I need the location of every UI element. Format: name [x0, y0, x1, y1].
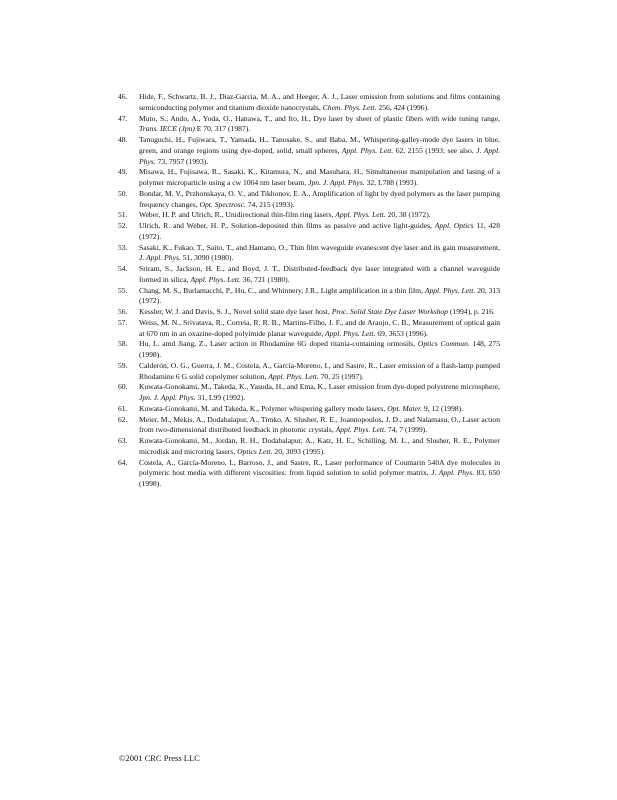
reference-segment: 20, 3093 (1995).: [272, 446, 326, 456]
reference-text: [139, 415, 500, 437]
reference-text: [139, 307, 500, 318]
reference-number: 47.: [118, 113, 128, 123]
reference-number: 63.: [118, 436, 128, 445]
reference-segment: Sasaki, K., Fukao, T., Saito, T., and Hamano, O., Thin film waveguide evanescent dye laser and its gain measurement,: [139, 242, 500, 252]
reference-segment: Chang, M. S., Burlamacchi, P., Hu, C., and Whinnery, J.R., Light amplification in a thin film,: [139, 285, 425, 295]
reference-segment: Tanuguchi, H., Fujiwara, T., Yamada, H., Tanosake, S., and Baba, M., Whispering-galley-mode dye lasers in blue, green, and orange regions using dye-doped, solid, small spheres,: [139, 135, 500, 155]
reference-segment: 11, 428 (1972).: [139, 221, 500, 241]
reference-number: 59.: [118, 360, 128, 370]
reference-segment: 73, 7957 (1993).: [155, 156, 209, 166]
copyright-footer: ©2001 CRC Press LLC: [119, 753, 200, 763]
reference-item: [118, 243, 500, 265]
reference-text: [139, 404, 500, 415]
reference-number: 50.: [118, 188, 128, 198]
reference-segment: Kuwata-Gonokami, M., Jordan, R. H., Dodabalapur, A., Katz, H. E., Schilling, M. L., and Slusher, R. E., Polymer microdisk and microring lasers,: [139, 436, 500, 456]
journal-title: Jpn. J. Appl. Phys.: [139, 393, 196, 402]
reference-segment: 69, 3653 (1996).: [375, 328, 428, 338]
reference-segment: (1994), p. 216.: [447, 307, 495, 316]
reference-segment: Misawa, H., Fujisawa, R., Sasaki, K., Kitamura, N., and Masuhara, H., Simultaneous manipulation and lasing of a polymer microparticle using a cw 1064 nm laser beam,: [139, 167, 500, 187]
journal-title: Chem. Phys. Lett.: [322, 102, 377, 112]
reference-number: 48.: [118, 135, 128, 144]
reference-segment: Ulrich, R. and Weber, H. P., Solution-deposited thin films as passive and active light-guides,: [139, 221, 435, 230]
reference-item: [118, 415, 500, 437]
reference-number: 56.: [118, 307, 128, 316]
reference-number: 46.: [118, 92, 128, 101]
reference-text: [139, 361, 500, 383]
reference-segment: 31, L99 (1992).: [195, 393, 246, 402]
reference-item: [118, 135, 500, 167]
reference-text: [139, 286, 500, 308]
journal-title: Trans. IECE (Jpn): [139, 124, 195, 134]
reference-segment: Muto, S., Ando, A., Yoda, O., Hanawa, T., and Ito, H., Dye laser by sheet of plastic fibers with wide tuning range,: [139, 113, 500, 123]
reference-segment: Kuwata-Gonokami, M., Takeda, K., Yasuda, H., and Ema, K., Laser emission from dye-doped polystrene microsphere,: [139, 382, 500, 392]
reference-text: [139, 264, 500, 286]
journal-title: J. Appl. Phys.: [139, 253, 181, 263]
reference-text: [139, 243, 500, 265]
reference-item: [118, 382, 500, 404]
journal-title: Appl. Phys. Lett.: [424, 285, 476, 295]
journal-title: Opt. Mater.: [387, 403, 422, 413]
reference-item: [118, 339, 500, 361]
reference-number: 58.: [118, 339, 128, 349]
reference-number: 52.: [118, 221, 128, 230]
reference-text: [139, 210, 500, 221]
reference-text: [139, 135, 500, 167]
reference-number: 51.: [118, 210, 128, 220]
reference-number: 57.: [118, 317, 128, 327]
reference-segment: 74, 215 (1993).: [245, 199, 295, 209]
reference-number: 53.: [118, 242, 128, 252]
reference-segment: 74, 7 (1999).: [385, 425, 428, 435]
reference-segment: 62, 2155 (1993; see also,: [393, 145, 477, 155]
journal-title: Appl. Optics: [434, 221, 474, 230]
reference-item: [118, 361, 500, 383]
reference-text: [139, 436, 500, 458]
journal-title: Appl. Phys. Lett.: [335, 210, 386, 220]
reference-item: [118, 318, 500, 340]
reference-item: [118, 404, 500, 415]
journal-title: Optics Commun.: [417, 339, 470, 349]
journal-title: Appl. Phys. Lett.: [325, 328, 376, 338]
reference-text: [139, 458, 500, 490]
reference-item: [118, 92, 500, 114]
reference-item: [118, 221, 500, 243]
reference-item: [118, 264, 500, 286]
reference-segment: Bondar, M. V., Przhonskaya, O. V., and Tikhonov, E. A., Amplification of light by dyed polymers as the laser pumping frequency changes,: [139, 188, 500, 209]
reference-item: [118, 436, 500, 458]
reference-segment: 32, L788 (1993).: [364, 178, 419, 187]
reference-item: [118, 210, 500, 221]
reference-segment: 148, 275 (1998).: [139, 339, 501, 359]
journal-title: Proc. Solid State Dye Laser Workshop: [331, 307, 448, 316]
reference-item: [118, 114, 500, 136]
reference-number: 60.: [118, 382, 128, 392]
reference-segment: 70, 25 (1997).: [318, 371, 364, 381]
reference-segment: 20, 38 (1972).: [385, 210, 431, 220]
reference-segment: Weber, H. P. and Ulrich, R., Unidirectional thin-film ring lasers,: [139, 210, 336, 220]
reference-text: [139, 189, 500, 211]
reference-text: [139, 167, 500, 189]
journal-title: Appl. Phys. Lett.: [335, 425, 386, 435]
journal-title: J. Appl. Phys.: [431, 468, 475, 478]
reference-item: [118, 189, 500, 211]
journal-title: Appl. Phys. Lett.: [268, 371, 319, 381]
reference-segment: Calderón, O. G., Guerra, J. M., Costela, A., García-Moreno, I., and Sastre, R., Laser emission of a flash-lamp pumped Rhodamine 6 G solid copolymer solution,: [139, 360, 500, 381]
journal-title: Jpn. J. Appl. Phys.: [308, 178, 365, 187]
reference-item: [118, 286, 500, 308]
reference-segment: 9, 12 (1998).: [422, 403, 464, 413]
reference-segment: Kuwata-Gonokami, M. and Takeda, K., Polymer whispering gallery mode lasers,: [139, 403, 388, 413]
reference-number: 64.: [118, 457, 128, 467]
reference-text: [139, 382, 500, 404]
reference-segment: 83, 650 (1998).: [139, 468, 500, 488]
reference-number: 62.: [118, 414, 128, 424]
reference-number: 61.: [118, 403, 128, 413]
reference-segment: Hu, L. amd Jiang, Z., Laser action in Rhodamine 6G doped titania-containing ormosils,: [139, 339, 418, 349]
reference-item: [118, 307, 500, 318]
reference-segment: Kessler, W. J. and Davis, S. J., Novel solid state dye laser host,: [139, 307, 332, 316]
journal-title: Opt. Spectrosc.: [199, 199, 246, 209]
reference-segment: 256, 424 (1996).: [376, 102, 430, 112]
reference-segment: Meier, M., Mekis, A., Dodabalapur, A., Timko, A. Slusher, R. E., Joannopoulos, J. D., and Nalamasu, O., Laser action from two-dimensional distributed feedback in photonic crystals,: [139, 414, 500, 435]
reference-text: [139, 318, 500, 340]
reference-item: [118, 458, 500, 490]
reference-number: 49.: [118, 167, 128, 177]
reference-segment: Weiss, M. N., Srivatava, R., Correia, R. R. B., Martins-Filho, J. F., and de Araujo, C. B., Measurement of optical gain at 670 nm in an oxazine-doped polyimide planar waveguide,: [139, 317, 500, 338]
journal-title: J. Appl. Phys.: [139, 145, 500, 166]
reference-number: 55.: [118, 285, 128, 295]
reference-segment: E 70, 317 (1987).: [194, 124, 251, 134]
reference-segment: 36, 721 (1980).: [240, 274, 290, 284]
reference-list: [118, 92, 500, 490]
reference-segment: 51, 3090 (1980).: [180, 253, 234, 263]
reference-text: [139, 339, 500, 361]
reference-item: [118, 167, 500, 189]
reference-text: [139, 221, 500, 243]
journal-title: Appl. Phys. Lett.: [190, 274, 241, 284]
journal-title: Optics Lett.: [237, 446, 273, 456]
reference-number: 54.: [118, 264, 128, 273]
reference-segment: Sriram, S., Jackson, H. E., and Boyd, J. T., Distributed-feedback dye laser integrated with a channel waveguide formed in silica,: [139, 264, 500, 284]
reference-segment: 20, 313 (1972).: [139, 285, 500, 306]
reference-segment: Costela, A., García-Moreno, I., Barroso, J., and Sastre, R., Laser performance of Coumarin 540A dye molecules in polymeric host media with different viscosities: from liquid solution to solid polymer matrix,: [139, 457, 500, 478]
reference-text: [139, 114, 500, 136]
reference-segment: Hide, F., Schwartz, B. J., Diaz-Garcia, M. A., and Heeger, A. J., Laser emission from solutions and films containing semiconducting polymer and titanium dioxide nanocrystals,: [139, 92, 500, 112]
reference-text: [139, 92, 500, 114]
journal-title: Appl. Phys. Lett.: [341, 145, 394, 155]
